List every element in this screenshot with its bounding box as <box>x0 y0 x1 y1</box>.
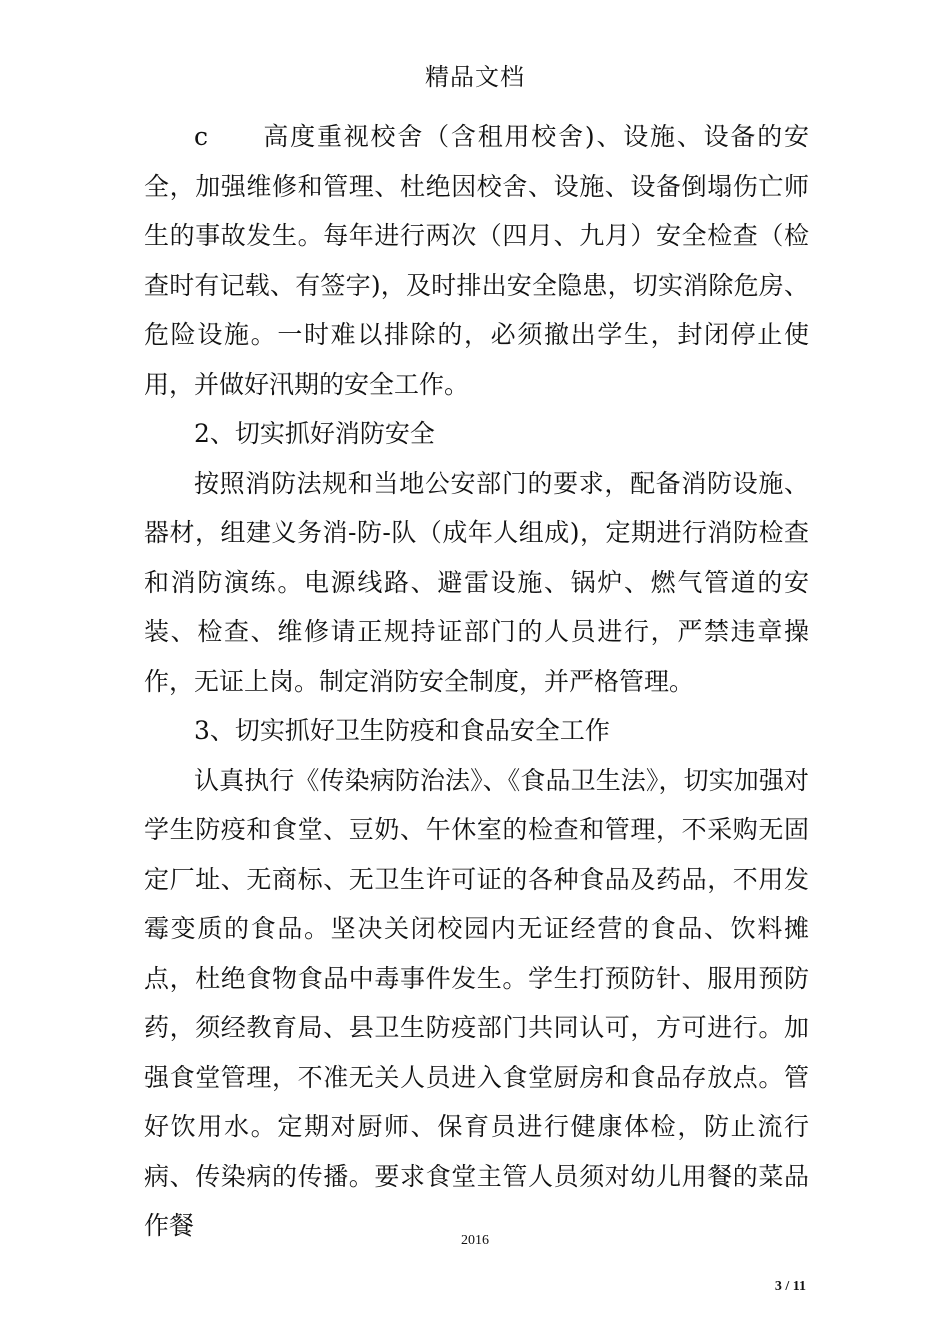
section-heading-food-safety: 3、切实抓好卫生防疫和食品安全工作 <box>194 716 610 745</box>
document-body <box>144 112 809 1251</box>
paragraph-school-buildings: c 高度重视校舍（含租用校舍)、设施、设备的安全，加强维修和管理、杜绝因校舍、设施、设备倒塌伤亡师生的事故发生。每年进行两次（四月、九月）安全检查（检查时有记载、有签字)，及时排出安全隐患，切实消除危房、危险设施。一时难以排除的，必须撤出学生，封闭停止使用，并做好汛期的安全工作。 <box>144 122 809 399</box>
page-number: 3 / 11 <box>774 1279 806 1294</box>
document-header: 精品文档 <box>425 63 525 91</box>
section-heading-fire-safety: 2、切实抓好消防安全 <box>194 419 435 448</box>
footer-year: 2016 <box>461 1233 489 1248</box>
paragraph-fire-safety: 按照消防法规和当地公安部门的要求，配备消防设施、器材，组建义务消-防-队（成年人组成)，定期进行消防检查和消防演练。电源线路、避雷设施、锅炉、燃气管道的安装、检查、维修请正规持证部门的人员进行，严禁违章操作，无证上岗。制定消防安全制度，并严格管理。 <box>144 468 809 696</box>
paragraph-food-safety: 认真执行《传染病防治法》、《食品卫生法》，切实加强对学生防疫和食堂、豆奶、午休室的检查和管理，不采购无固定厂址、无商标、无卫生许可证的各种食品及药品，不用发霉变质的食品。坚决关闭校园内无证经营的食品、饮料摊点，杜绝食物食品中毒事件发生。学生打预防针、服用预防药，须经教育局、县卫生防疫部门共同认可，方可进行。加强食堂管理，不准无关人员进入食堂厨房和食品存放点。管好饮用水。定期对厨师、保育员进行健康体检，防止流行病、传染病的传播。要求食堂主管人员须对幼儿用餐的菜品作餐 <box>144 765 809 1240</box>
